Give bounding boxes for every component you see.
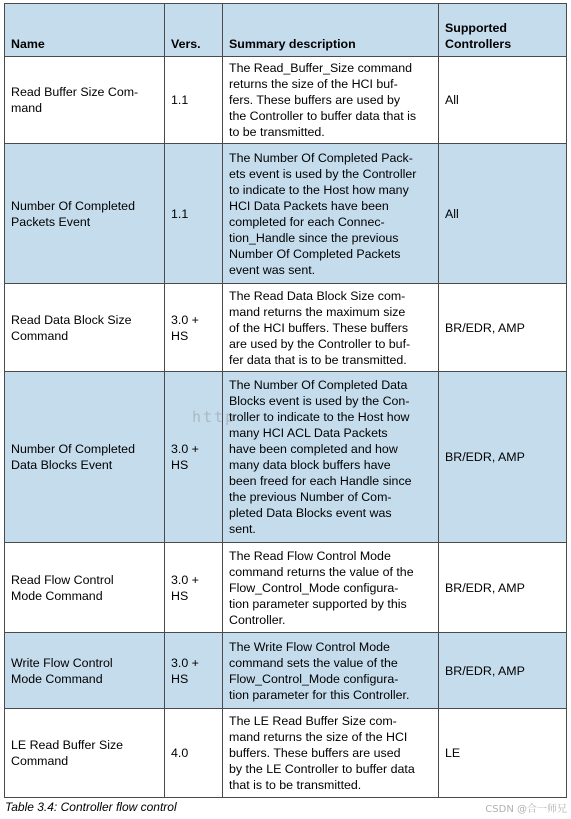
header-name: Name [5,4,165,57]
row-name: Read Buffer Size Com- mand [5,57,165,144]
row-summary: The Write Flow Control Mode command sets the value of the Flow_Control_Mode configura- tion parameter for this Controller. [223,633,439,709]
row-name: Read Data Block Size Command [5,284,165,372]
row-supported: LE [439,709,567,798]
table-row [5,57,567,144]
header-version: Vers. [165,4,223,57]
row-summary: The Read Flow Control Mode command returns the value of the Flow_Control_Mode configura- tion parameter supported by this Controller. [223,543,439,633]
csdn-watermark: CSDN @合一师兄 [485,804,567,815]
row-summary: The Number Of Completed Pack- ets event is used by the Controller to indicate to the Host how many HCI Data Packets have been completed for each Connec- tion_Handle since the previous Number Of Completed Packets event was sent. [223,144,439,284]
row-name: LE Read Buffer Size Command [5,709,165,798]
row-summary: The LE Read Buffer Size com- mand returns the size of the HCI buffers. These buffers are used by the LE Controller to buffer data that is to be transmitted. [223,709,439,798]
row-version: 3.0 + HS [165,633,223,709]
row-version: 1.1 [165,144,223,284]
row-version: 3.0 + HS [165,372,223,543]
row-version: 3.0 + HS [165,543,223,633]
header-supported-line1: Supported [445,21,507,35]
row-supported: BR/EDR, AMP [439,543,567,633]
faint-watermark-text: http [192,408,237,426]
row-name: Number Of Completed Packets Event [5,144,165,284]
row-version: 4.0 [165,709,223,798]
row-supported: All [439,57,567,144]
row-summary: The Number Of Completed Data Blocks event is used by the Con- troller to indicate to the Host how many HCI ACL Data Packets have been completed and how many data block buffers have been freed for each Handle since the previous Number of Com- pleted Data Blocks event was sent. [223,372,439,543]
header-supported-controllers [439,4,567,57]
row-supported: BR/EDR, AMP [439,633,567,709]
table-caption: Table 3.4: Controller flow control [5,800,177,814]
row-summary: The Read_Buffer_Size command returns the size of the HCI buf- fers. These buffers are used by the Controller to buffer data that is to be transmitted. [223,57,439,144]
table-row [5,709,567,798]
row-name: Read Flow Control Mode Command [5,543,165,633]
row-name: Write Flow Control Mode Command [5,633,165,709]
row-version: 1.1 [165,57,223,144]
controller-flow-control-table [4,3,567,798]
row-supported: BR/EDR, AMP [439,372,567,543]
table-row [5,543,567,633]
row-supported: BR/EDR, AMP [439,284,567,372]
table-row [5,633,567,709]
row-supported: All [439,144,567,284]
table-row [5,372,567,543]
row-name: Number Of Completed Data Blocks Event [5,372,165,543]
row-summary: The Read Data Block Size com- mand returns the maximum size of the HCI buffers. These buffers are used by the Controller to buf- fer data that is to be transmitted. [223,284,439,372]
table-header-row [5,4,567,57]
header-supported-line2: Controllers [445,37,512,51]
header-summary: Summary description [223,4,439,57]
table-row [5,144,567,284]
row-version: 3.0 + HS [165,284,223,372]
table-row [5,284,567,372]
